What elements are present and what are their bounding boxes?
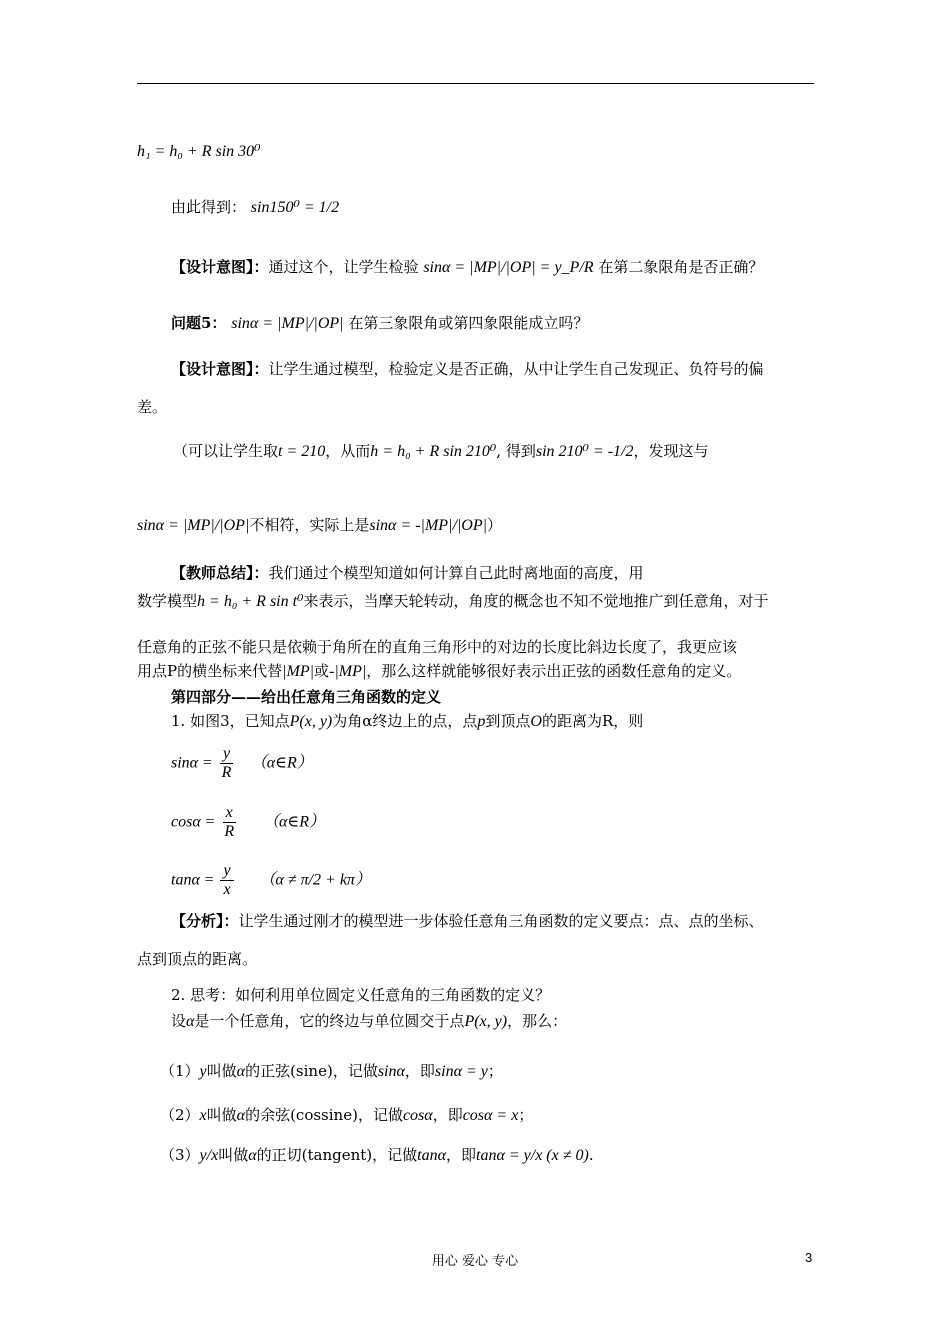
fraction: $\frac{y}{R}$ <box>221 745 232 781</box>
item-sine: （1）y叫做α的正弦(sine)，记做sinα，即sinα = y； <box>160 1062 503 1080</box>
para-example-210: （可以让学生取t = 210，从而h = h₀ + R sin 210⁰, 得到sin 210⁰ = -1/2，发现这与 <box>173 442 709 460</box>
para-analysis-2: 点到顶点的距离。 <box>137 950 258 968</box>
para-think: 2. 思考：如何利用单位圆定义任意角的三角函数的定义？ <box>171 986 551 1004</box>
def-tan: tanα = $\frac{y}{x}$ （α ≠ π/2 + kπ） <box>171 862 371 898</box>
page-footer: 用心 爱心 专心 <box>431 1254 519 1269</box>
header-rule <box>137 83 814 84</box>
para-teacher-summary: 【教师总结】：我们通过个模型知道如何计算自己此时离地面的高度，用 <box>171 564 644 582</box>
formula-h1: h₁ = h₀ + R sin 30⁰ <box>137 143 261 160</box>
para-design-intent-2: 【设计意图】：让学生通过模型，检验定义是否正确，从中让学生自己发现正、负符号的偏 <box>171 360 764 378</box>
para-mismatch: sinα = |MP|/|OP|不相符，实际上是sinα = -|MP|/|OP|） <box>137 516 503 534</box>
para-teacher-summary-3: 任意角的正弦不能只是依赖于角所在的直角三角形中的对边的长度比斜边长度了，我更应该 <box>137 638 738 656</box>
fraction: $\frac{y}{x}$ <box>220 862 233 899</box>
para-result: 由此得到： sin150⁰ = 1/2 <box>171 198 340 216</box>
fraction: $\frac{x}{R}$ <box>224 804 235 840</box>
section-4-heading: 第四部分——给出任意角三角函数的定义 <box>171 688 442 706</box>
item-cosine: （2）x叫做α的余弦(cossine)，记做cosα，即cosα = x； <box>160 1106 534 1124</box>
para-unit-circle: 设α是一个任意角，它的终边与单位圆交于点P(x, y)，那么： <box>171 1012 568 1030</box>
para-question-5: 问题5： sinα = |MP|/|OP| 在第三象限角或第四象限能成立吗？ <box>171 314 589 332</box>
para-teacher-summary-4: 用点P的横坐标来代替|MP|或-|MP|，那么这样就能够很好表示出正弦的函数任意角的定义。 <box>137 662 742 680</box>
para-design-intent-2-cont: 差。 <box>137 398 168 416</box>
para-teacher-summary-2: 数学模型h = h₀ + R sin t⁰来表示，当摩天轮转动，角度的概念也不知不觉地推广到任意角，对于 <box>137 592 769 610</box>
item-tangent: （3）y/x叫做α的正切(tangent)，记做tanα，即tanα = y/x (x ≠ 0). <box>160 1146 594 1164</box>
para-point-def: 1. 如图3，已知点P(x, y)为角α终边上的点，点p到顶点O的距离为R，则 <box>171 712 644 730</box>
def-sin: sinα = $\frac{y}{R}$ （α∈R） <box>171 745 313 781</box>
def-cos: cosα = $\frac{x}{R}$ （α∈R） <box>171 804 325 840</box>
para-analysis: 【分析】：让学生通过刚才的模型进一步体验任意角三角函数的定义要点：点、点的坐标、 <box>171 912 764 930</box>
para-design-intent-1: 【设计意图】：通过这个，让学生检验 sinα = |MP|/|OP| = y_P/R 在第二象限角是否正确？ <box>171 258 764 276</box>
page-number: 3 <box>805 1250 813 1265</box>
